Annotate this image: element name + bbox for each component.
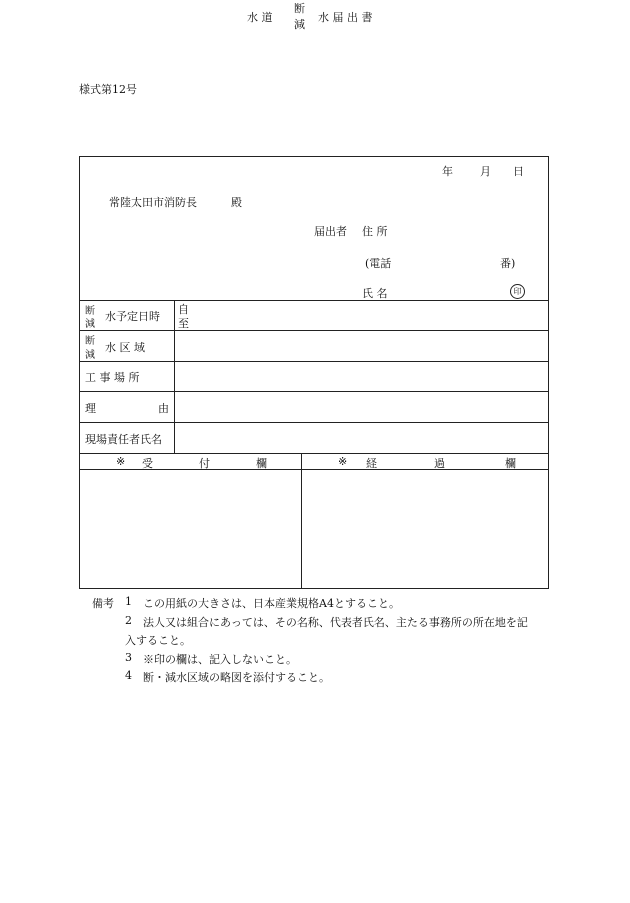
note-4-number: 4	[125, 669, 132, 682]
phone-close: 番)	[500, 257, 516, 270]
note-1-number: 1	[125, 595, 132, 608]
date-month: 月	[480, 165, 491, 178]
date-year: 年	[442, 165, 453, 178]
supervisor-label: 現場責任者氏名	[85, 433, 162, 446]
schedule-stacked-bottom: 減	[85, 319, 95, 330]
honorific: 殿	[231, 196, 242, 209]
note-2-number: 2	[125, 614, 132, 627]
row-divider	[80, 391, 549, 392]
note-2-text: 法人又は組合にあっては、その名称、代表者氏名、主たる事務所の所在地を記	[143, 616, 528, 629]
area-label: 水 区 域	[105, 341, 145, 354]
row-divider	[80, 422, 549, 423]
reception-mark: ※	[116, 455, 126, 468]
title-part2: 水 届 出 書	[318, 11, 373, 24]
area-stacked-bottom: 減	[85, 350, 95, 361]
title-stacked-bottom: 減	[294, 18, 305, 31]
progress-char-1: 経	[366, 457, 377, 470]
title-part1: 水 道	[247, 11, 273, 24]
schedule-to: 至	[178, 317, 189, 330]
reception-char-3: 欄	[256, 457, 267, 470]
reason-label-start: 理	[85, 402, 96, 415]
progress-char-3: 欄	[505, 457, 516, 470]
row-divider	[80, 453, 549, 454]
form-number: 様式第12号	[79, 83, 137, 96]
row-divider	[80, 361, 549, 362]
address-label: 住 所	[362, 225, 388, 238]
notes-heading: 備考	[92, 597, 114, 610]
name-label: 氏 名	[362, 287, 388, 300]
seal-mark: 印	[510, 284, 525, 299]
schedule-label: 水予定日時	[105, 310, 160, 323]
progress-char-2: 過	[434, 457, 445, 470]
reception-char-2: 付	[199, 457, 210, 470]
reception-char-1: 受	[142, 457, 153, 470]
area-stacked-top: 断	[85, 336, 95, 347]
note-4-text: 断・減水区域の略図を添付すること。	[143, 671, 330, 684]
reason-label-end: 由	[158, 402, 169, 415]
row-divider	[80, 300, 549, 301]
schedule-from: 自	[178, 303, 189, 316]
note-2-continuation: 入すること。	[125, 634, 191, 647]
note-3-text: ※印の欄は、記入しないこと。	[143, 653, 297, 666]
lower-column-divider	[301, 453, 302, 589]
site-label: 工 事 場 所	[85, 371, 140, 384]
note-3-number: 3	[125, 651, 132, 664]
label-column-divider	[174, 300, 175, 453]
progress-mark: ※	[338, 455, 348, 468]
note-1-text: この用紙の大きさは、日本産業規格A4とすること。	[143, 597, 400, 610]
row-divider	[80, 330, 549, 331]
notifier-label: 届出者	[314, 225, 347, 238]
addressee: 常陸太田市消防長	[109, 196, 197, 209]
title-stacked-top: 断	[294, 2, 305, 15]
schedule-stacked-top: 断	[85, 306, 95, 317]
date-day: 日	[513, 165, 524, 178]
phone-open: (電話	[365, 257, 392, 270]
form-table	[79, 156, 549, 589]
form-title	[0, 0, 630, 30]
